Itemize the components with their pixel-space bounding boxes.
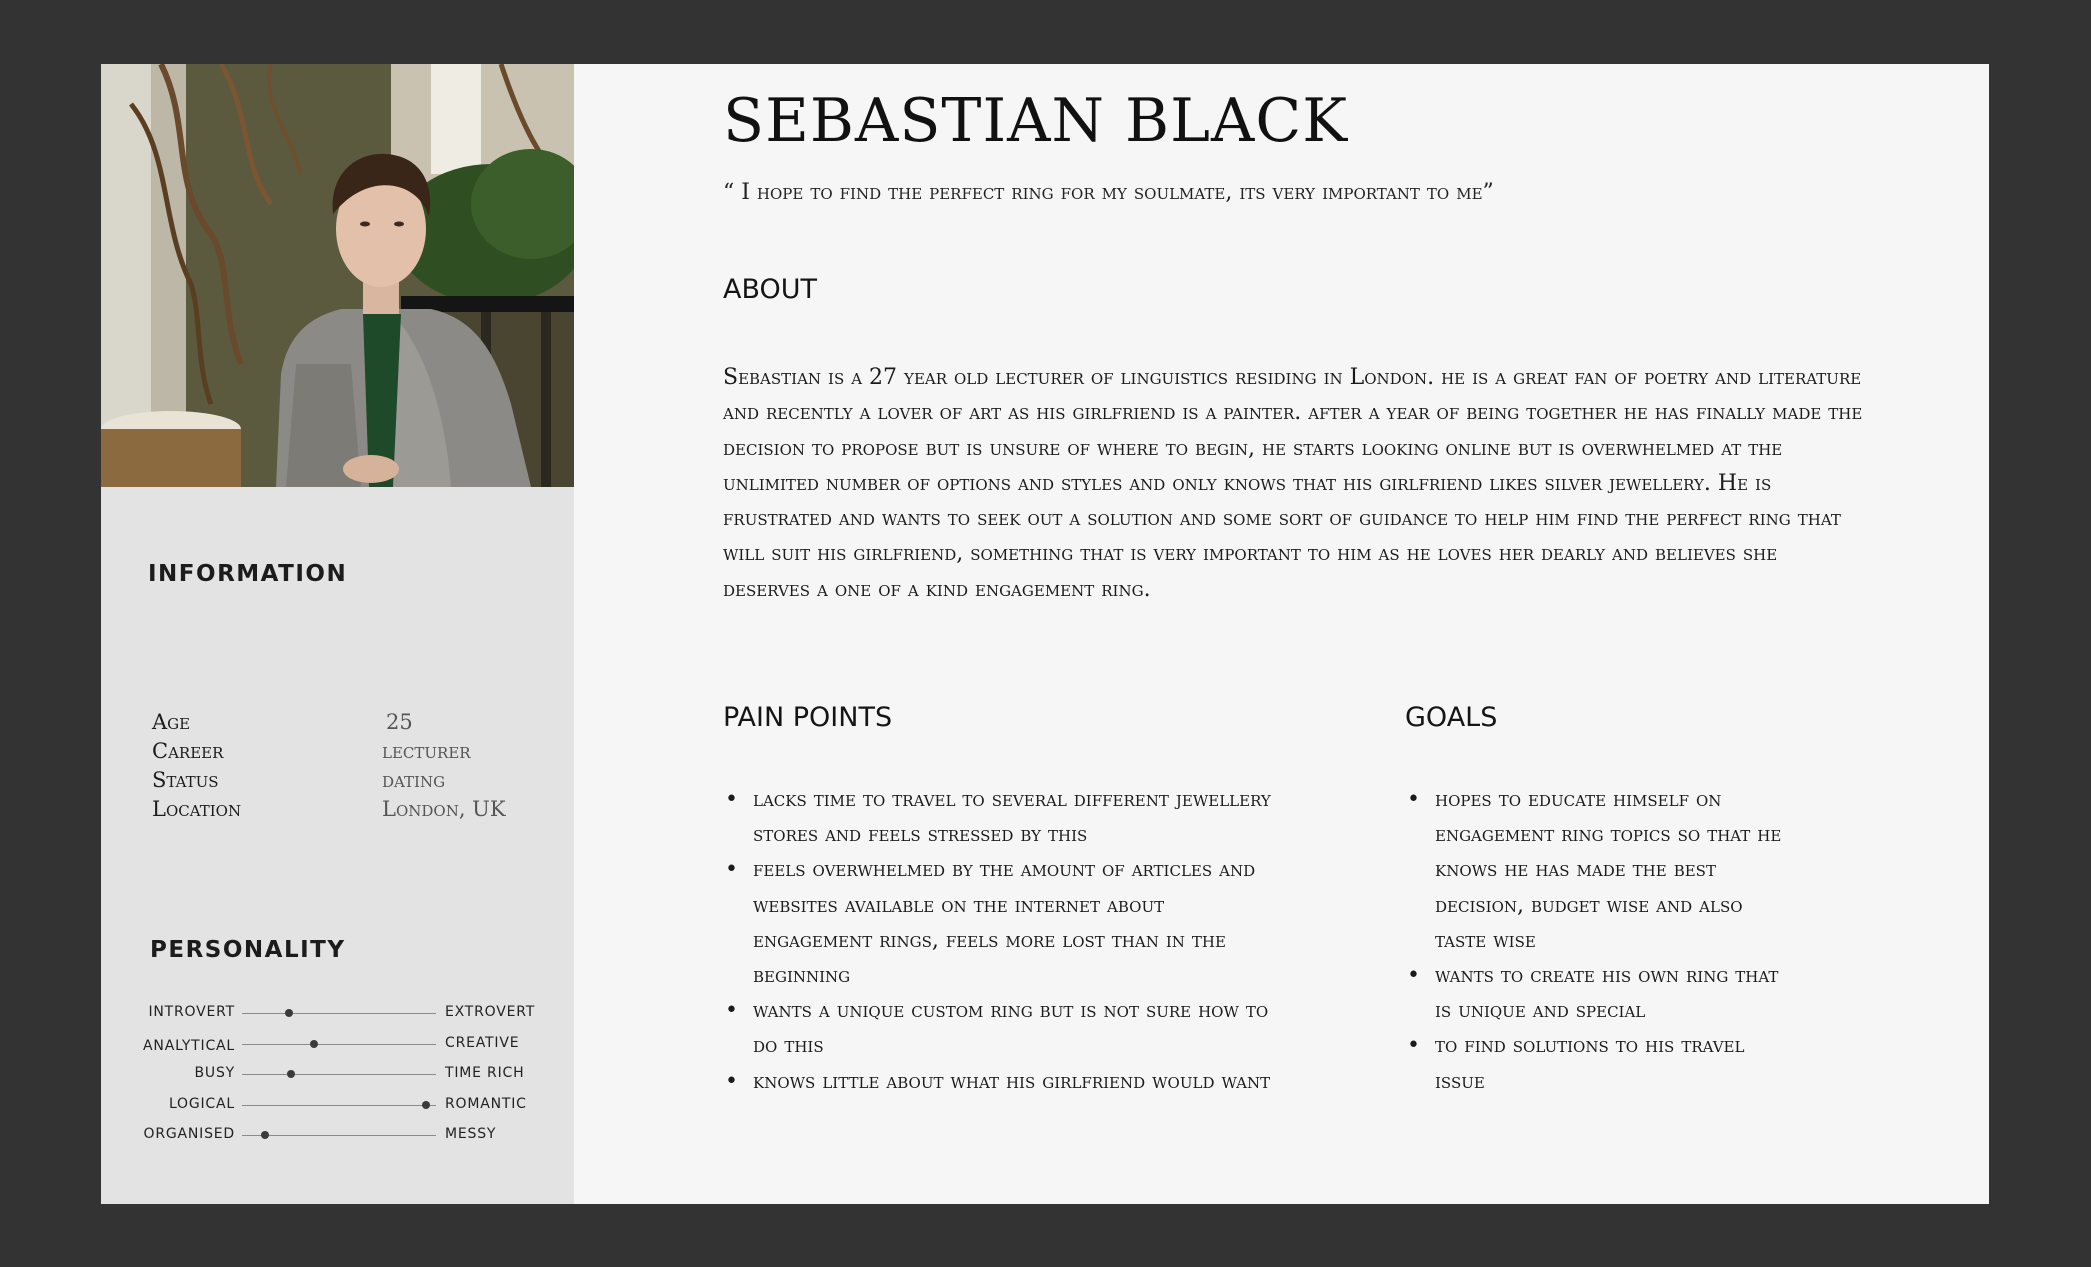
information-list xyxy=(152,708,532,824)
trait-knob xyxy=(310,1040,318,1048)
info-value: 25 xyxy=(386,710,413,734)
trait-right-label: MESSY xyxy=(445,1126,497,1142)
trait-right-label: ROMANTIC xyxy=(445,1096,527,1112)
persona-photo-image xyxy=(101,64,574,487)
trait-left-label: ANALYTICAL xyxy=(143,1038,235,1054)
info-row-location xyxy=(152,795,532,824)
goal-item: • wants to create his own ring that is unique and special xyxy=(1405,958,1800,1028)
trait-track xyxy=(242,1044,436,1045)
pain-point-item: • feels overwhelmed by the amount of articles and websites available on the internet about engagement rings, feels more lost than in the beginning xyxy=(723,852,1283,993)
trait-right-label: TIME RICH xyxy=(445,1065,525,1081)
information-heading: INFORMATION xyxy=(148,561,348,587)
info-label: Location xyxy=(152,797,242,821)
persona-card xyxy=(101,64,1989,1204)
pain-points-heading: PAIN POINTS xyxy=(723,702,893,733)
trait-slider-organised-messy xyxy=(101,1126,574,1146)
trait-slider-busy-time-rich xyxy=(101,1065,574,1085)
goals-list xyxy=(1405,782,1800,1099)
goal-item: • hopes to educate himself on engagement ring topics so that he knows he has made the best decision, budget wise and also taste wise xyxy=(1405,782,1800,958)
sidebar xyxy=(101,64,574,1204)
trait-knob xyxy=(261,1131,269,1139)
info-row-career xyxy=(152,737,532,766)
trait-knob xyxy=(422,1101,430,1109)
persona-photo xyxy=(101,64,574,487)
personality-heading: PERSONALITY xyxy=(150,937,346,963)
info-label: Career xyxy=(152,739,224,763)
info-value: London, UK xyxy=(382,797,506,821)
pain-points-list xyxy=(723,782,1283,1099)
trait-track xyxy=(242,1074,436,1075)
trait-right-label: CREATIVE xyxy=(445,1035,520,1051)
goals-heading: GOALS xyxy=(1405,702,1498,733)
trait-left-label: INTROVERT xyxy=(148,1004,235,1020)
info-value: lecturer xyxy=(382,739,471,763)
trait-knob xyxy=(285,1009,293,1017)
info-row-status xyxy=(152,766,532,795)
goal-item: • to find solutions to his travel issue xyxy=(1405,1028,1800,1098)
about-text: Sebastian is a 27 year old lecturer of linguistics residing in London. he is a great fan of poetry and literature and recently a lover of art as his girlfriend is a painter. after a year of being together he has finally made the decision to propose but is unsure of where to begin, he starts looking online but is overwhelmed at the unlimited number of options and styles and only knows that his girlfriend likes silver jewellery. He is frustrated and wants to seek out a solution and some sort of guidance to help him find the perfect ring that will suit his girlfriend, something that is very important to him as he loves her dearly and believes she deserves a one of a kind engagement ring. xyxy=(723,365,1863,602)
trait-track xyxy=(242,1135,436,1136)
pain-point-item: • wants a unique custom ring but is not sure how to do this xyxy=(723,993,1283,1063)
persona-quote: “ I hope to find the perfect ring for my soulmate, its very important to me” xyxy=(723,180,1494,205)
trait-left-label: LOGICAL xyxy=(168,1096,235,1112)
about-heading: ABOUT xyxy=(723,274,818,305)
pain-point-item: • lacks time to travel to several different jewellery stores and feels stressed by this xyxy=(723,782,1283,852)
pain-point-item: • knows little about what his girlfriend would want xyxy=(723,1064,1283,1099)
info-label: Status xyxy=(152,768,219,792)
trait-slider-logical-romantic xyxy=(101,1096,574,1116)
info-row-age xyxy=(152,708,532,737)
info-label: Age xyxy=(152,710,191,734)
trait-slider-analytical-creative xyxy=(101,1035,574,1055)
info-value: dating xyxy=(382,768,446,792)
trait-track xyxy=(242,1105,436,1106)
trait-slider-introvert-extrovert xyxy=(101,1004,574,1024)
trait-right-label: EXTROVERT xyxy=(445,1004,536,1020)
persona-details xyxy=(723,64,1923,1204)
persona-name: SEBASTIAN BLACK xyxy=(723,86,1349,156)
trait-left-label: ORGANISED xyxy=(143,1126,235,1142)
trait-knob xyxy=(287,1070,295,1078)
trait-left-label: BUSY xyxy=(194,1065,235,1081)
trait-track xyxy=(242,1013,436,1014)
